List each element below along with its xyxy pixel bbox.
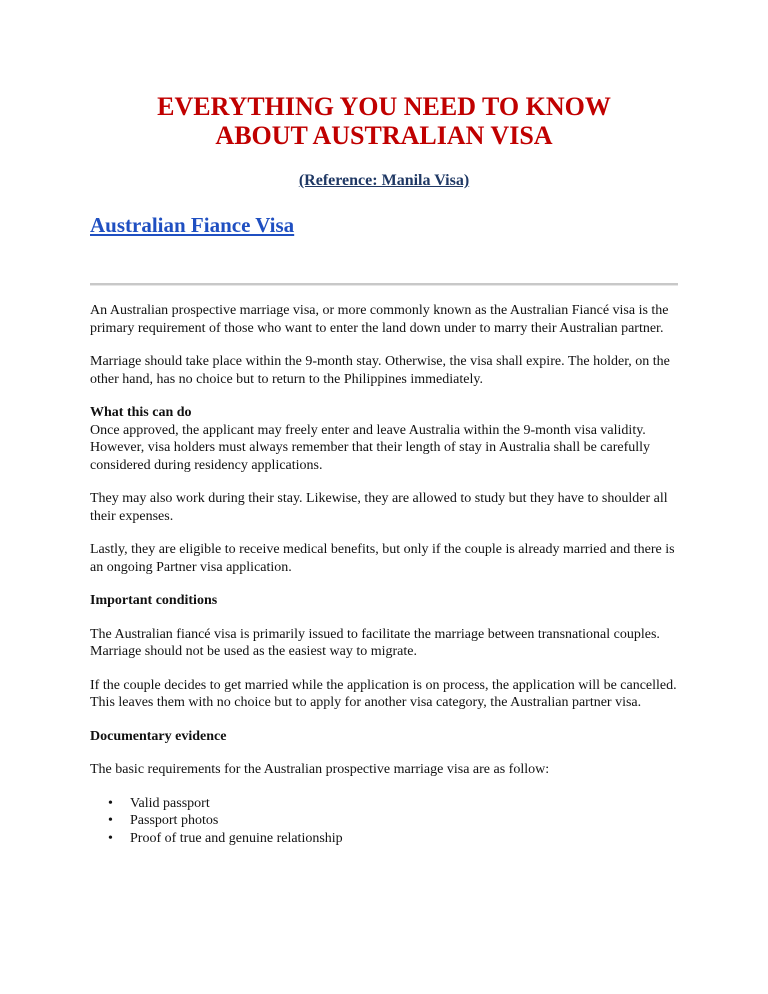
requirements-list <box>90 795 682 848</box>
paragraph-medical: Lastly, they are eligible to receive medical benefits, but only if the couple is already married and there is an ongoing Partner visa application. <box>90 542 675 575</box>
list-item: • Passport photos <box>130 812 682 830</box>
heading-important-conditions: Important conditions <box>90 593 218 608</box>
paragraph-evidence: The basic requirements for the Australian prospective marriage visa are as follow: <box>90 762 550 777</box>
document-body <box>90 302 682 847</box>
paragraph-what-this-can-do: Once approved, the applicant may freely enter and leave Australia within the 9-month visa validity. However, visa holders must always remember that their length of stay in Australia shall be carefully considered during residency applications. <box>90 422 651 473</box>
list-item: • Valid passport <box>130 795 682 813</box>
horizontal-divider <box>90 283 678 286</box>
title-line-1: EVERYTHING YOU NEED TO KNOW <box>157 92 611 121</box>
document-title <box>90 92 678 150</box>
heading-documentary-evidence: Documentary evidence <box>90 728 227 744</box>
paragraph-conditions: The Australian fiancé visa is primarily issued to facilitate the marriage between transnational couples. Marriage should not be used as the easiest way to migrate. <box>90 626 660 659</box>
paragraph-cancel: If the couple decides to get married while the application is on process, the application will be cancelled. This leaves them with no choice but to apply for another visa category, the Australian partner visa. <box>90 677 677 710</box>
paragraph-intro: An Australian prospective marriage visa, or more commonly known as the Australian Fiancé visa is the primary requirement of those who want to enter the land down under to marry their Australian partner. <box>90 303 669 336</box>
heading-what-this-can-do: What this can do <box>90 405 192 420</box>
reference-line <box>90 171 678 191</box>
paragraph-marriage: Marriage should take place within the 9-month stay. Otherwise, the visa shall expire. The holder, on the other hand, has no choice but to return to the Philippines immediately. <box>90 354 670 387</box>
title-line-2: ABOUT AUSTRALIAN VISA <box>215 121 553 150</box>
reference-text: (Reference: Manila Visa) <box>298 172 470 189</box>
section-title-link[interactable]: Australian Fiance Visa <box>90 213 295 237</box>
list-item: • Proof of true and genuine relationship <box>130 830 682 848</box>
paragraph-work: They may also work during their stay. Likewise, they are allowed to study but they have to shoulder all their expenses. <box>90 491 668 524</box>
